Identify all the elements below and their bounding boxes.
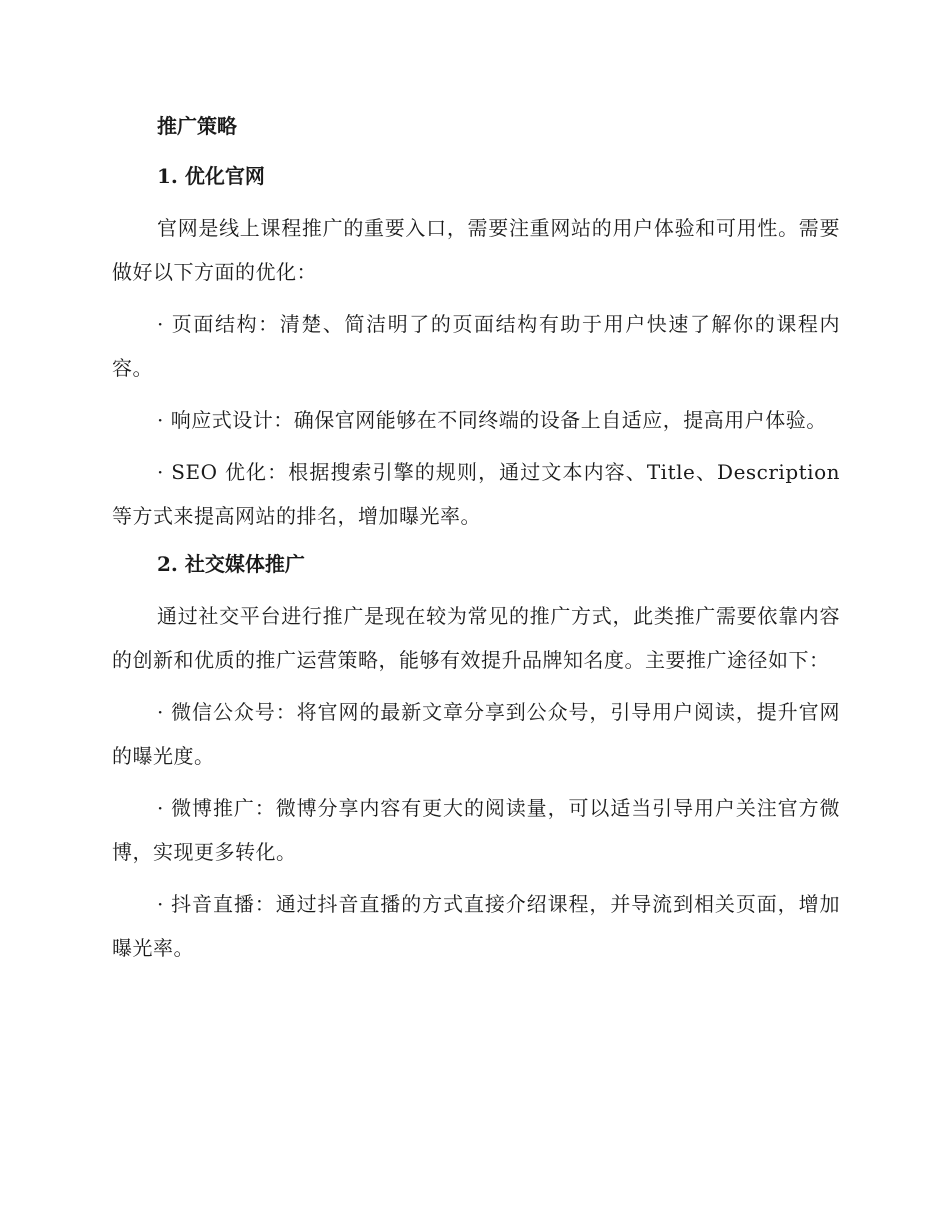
section-heading-social-media: 2. 社交媒体推广 — [157, 552, 305, 576]
bullet-item: · 页面结构：清楚、简洁明了的页面结构有助于用户快速了解你的课程内容。 — [112, 312, 840, 380]
document-page — [112, 108, 840, 978]
bullet-item: · SEO 优化：根据搜索引擎的规则，通过文本内容、Title、Description 等方式来提高网站的排名，增加曝光率。 — [112, 460, 840, 528]
document-title: 推广策略 — [157, 114, 237, 138]
bullet-item: · 响应式设计：确保官网能够在不同终端的设备上自适应，提高用户体验。 — [157, 408, 827, 432]
section-heading-optimize-website: 1. 优化官网 — [157, 164, 265, 188]
section-intro: 通过社交平台进行推广是现在较为常见的推广方式，此类推广需要依靠内容的创新和优质的推广运营策略，能够有效提升品牌知名度。主要推广途径如下： — [112, 604, 840, 672]
bullet-item: · 微信公众号：将官网的最新文章分享到公众号，引导用户阅读，提升官网的曝光度。 — [112, 700, 840, 768]
bullet-item: · 抖音直播：通过抖音直播的方式直接介绍课程，并导流到相关页面，增加曝光率。 — [112, 892, 840, 960]
section-intro: 官网是线上课程推广的重要入口，需要注重网站的用户体验和可用性。需要做好以下方面的优化： — [112, 216, 840, 284]
bullet-item: · 微博推广：微博分享内容有更大的阅读量，可以适当引导用户关注官方微博，实现更多转化。 — [112, 796, 840, 864]
